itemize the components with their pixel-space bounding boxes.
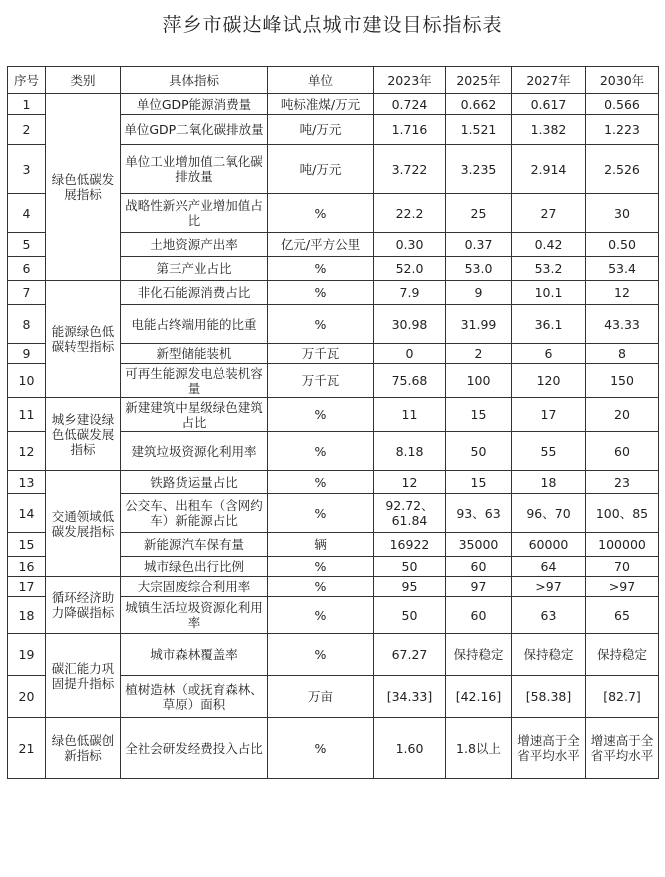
header-cell: 2030年 bbox=[586, 67, 659, 94]
indicator-cell: 新型储能装机 bbox=[121, 344, 268, 364]
row-number: 7 bbox=[8, 281, 46, 305]
value-2025: 15 bbox=[446, 471, 512, 494]
row-number: 17 bbox=[8, 577, 46, 597]
value-2025: 97 bbox=[446, 577, 512, 597]
table-row bbox=[8, 281, 659, 305]
category-cell: 绿色低碳发展指标 bbox=[46, 94, 121, 281]
unit-cell: % bbox=[268, 597, 374, 634]
row-number: 11 bbox=[8, 398, 46, 432]
unit-cell: % bbox=[268, 557, 374, 577]
value-2030: 100000 bbox=[586, 533, 659, 557]
value-2023: 50 bbox=[374, 557, 446, 577]
value-2023: 11 bbox=[374, 398, 446, 432]
value-2025: 0.37 bbox=[446, 233, 512, 257]
indicator-cell: 新能源汽车保有量 bbox=[121, 533, 268, 557]
value-2025: 15 bbox=[446, 398, 512, 432]
indicator-cell: 城市绿色出行比例 bbox=[121, 557, 268, 577]
header-cell: 单位 bbox=[268, 67, 374, 94]
value-2027: 增速高于全省平均水平 bbox=[512, 718, 586, 779]
value-2025: [42.16] bbox=[446, 676, 512, 718]
table-row bbox=[8, 634, 659, 676]
value-2023: 16922 bbox=[374, 533, 446, 557]
value-2030: 100、85 bbox=[586, 494, 659, 533]
value-2025: 93、63 bbox=[446, 494, 512, 533]
value-2025: 0.662 bbox=[446, 94, 512, 115]
value-2027: 1.382 bbox=[512, 115, 586, 145]
value-2023: 52.0 bbox=[374, 257, 446, 281]
indicator-cell: 第三产业占比 bbox=[121, 257, 268, 281]
value-2027: 55 bbox=[512, 432, 586, 471]
value-2027: 96、70 bbox=[512, 494, 586, 533]
value-2025: 9 bbox=[446, 281, 512, 305]
value-2030: 增速高于全省平均水平 bbox=[586, 718, 659, 779]
unit-cell: 吨/万元 bbox=[268, 145, 374, 194]
value-2027: 2.914 bbox=[512, 145, 586, 194]
category-cell: 能源绿色低碳转型指标 bbox=[46, 281, 121, 398]
value-2030: 70 bbox=[586, 557, 659, 577]
value-2025: 3.235 bbox=[446, 145, 512, 194]
value-2030: 0.566 bbox=[586, 94, 659, 115]
unit-cell: % bbox=[268, 471, 374, 494]
value-2030: 保持稳定 bbox=[586, 634, 659, 676]
value-2023: [34.33] bbox=[374, 676, 446, 718]
unit-cell: 吨标准煤/万元 bbox=[268, 94, 374, 115]
row-number: 15 bbox=[8, 533, 46, 557]
row-number: 8 bbox=[8, 305, 46, 344]
value-2025: 50 bbox=[446, 432, 512, 471]
value-2025: 2 bbox=[446, 344, 512, 364]
value-2023: 30.98 bbox=[374, 305, 446, 344]
row-number: 2 bbox=[8, 115, 46, 145]
value-2025: 31.99 bbox=[446, 305, 512, 344]
value-2023: 67.27 bbox=[374, 634, 446, 676]
value-2027: 36.1 bbox=[512, 305, 586, 344]
unit-cell: 亿元/平方公里 bbox=[268, 233, 374, 257]
indicator-cell: 城市森林覆盖率 bbox=[121, 634, 268, 676]
indicator-cell: 单位GDP能源消费量 bbox=[121, 94, 268, 115]
unit-cell: % bbox=[268, 634, 374, 676]
value-2027: 保持稳定 bbox=[512, 634, 586, 676]
unit-cell: % bbox=[268, 577, 374, 597]
header-cell: 2027年 bbox=[512, 67, 586, 94]
value-2025: 保持稳定 bbox=[446, 634, 512, 676]
unit-cell: % bbox=[268, 494, 374, 533]
indicator-table bbox=[7, 66, 659, 779]
row-number: 21 bbox=[8, 718, 46, 779]
value-2030: 23 bbox=[586, 471, 659, 494]
table-row bbox=[8, 577, 659, 597]
indicator-cell: 电能占终端用能的比重 bbox=[121, 305, 268, 344]
value-2023: 1.716 bbox=[374, 115, 446, 145]
value-2030: 1.223 bbox=[586, 115, 659, 145]
value-2027: 0.42 bbox=[512, 233, 586, 257]
unit-cell: 万千瓦 bbox=[268, 344, 374, 364]
value-2027: >97 bbox=[512, 577, 586, 597]
value-2023: 3.722 bbox=[374, 145, 446, 194]
category-cell: 交通领域低碳发展指标 bbox=[46, 471, 121, 577]
value-2025: 35000 bbox=[446, 533, 512, 557]
header-row bbox=[8, 67, 659, 94]
value-2023: 50 bbox=[374, 597, 446, 634]
category-cell: 城乡建设绿色低碳发展指标 bbox=[46, 398, 121, 471]
value-2027: 63 bbox=[512, 597, 586, 634]
indicator-cell: 单位GDP二氧化碳排放量 bbox=[121, 115, 268, 145]
indicator-cell: 非化石能源消费占比 bbox=[121, 281, 268, 305]
value-2027: 64 bbox=[512, 557, 586, 577]
indicator-cell: 单位工业增加值二氧化碳排放量 bbox=[121, 145, 268, 194]
value-2030: 53.4 bbox=[586, 257, 659, 281]
page-title: 萍乡市碳达峰试点城市建设目标指标表 bbox=[162, 14, 503, 36]
header-cell: 2025年 bbox=[446, 67, 512, 94]
value-2023: 22.2 bbox=[374, 194, 446, 233]
indicator-cell: 新建建筑中星级绿色建筑占比 bbox=[121, 398, 268, 432]
indicator-cell: 全社会研发经费投入占比 bbox=[121, 718, 268, 779]
unit-cell: % bbox=[268, 305, 374, 344]
row-number: 5 bbox=[8, 233, 46, 257]
value-2027: 17 bbox=[512, 398, 586, 432]
value-2027: 0.617 bbox=[512, 94, 586, 115]
indicator-cell: 公交车、出租车（含网约车）新能源占比 bbox=[121, 494, 268, 533]
row-number: 16 bbox=[8, 557, 46, 577]
value-2030: 12 bbox=[586, 281, 659, 305]
unit-cell: % bbox=[268, 257, 374, 281]
indicator-cell: 植树造林（或抚育森林、草原）面积 bbox=[121, 676, 268, 718]
unit-cell: 辆 bbox=[268, 533, 374, 557]
category-cell: 循环经济助力降碳指标 bbox=[46, 577, 121, 634]
value-2030: >97 bbox=[586, 577, 659, 597]
unit-cell: % bbox=[268, 718, 374, 779]
unit-cell: 吨/万元 bbox=[268, 115, 374, 145]
value-2023: 0.30 bbox=[374, 233, 446, 257]
value-2025: 60 bbox=[446, 597, 512, 634]
value-2030: 65 bbox=[586, 597, 659, 634]
value-2023: 12 bbox=[374, 471, 446, 494]
row-number: 13 bbox=[8, 471, 46, 494]
row-number: 20 bbox=[8, 676, 46, 718]
header-cell: 类别 bbox=[46, 67, 121, 94]
value-2025: 60 bbox=[446, 557, 512, 577]
value-2025: 100 bbox=[446, 364, 512, 398]
value-2025: 25 bbox=[446, 194, 512, 233]
indicator-cell: 建筑垃圾资源化利用率 bbox=[121, 432, 268, 471]
row-number: 12 bbox=[8, 432, 46, 471]
indicator-cell: 大宗固废综合利用率 bbox=[121, 577, 268, 597]
value-2027: 120 bbox=[512, 364, 586, 398]
value-2027: 53.2 bbox=[512, 257, 586, 281]
table-row bbox=[8, 718, 659, 779]
value-2030: 60 bbox=[586, 432, 659, 471]
unit-cell: 万亩 bbox=[268, 676, 374, 718]
row-number: 6 bbox=[8, 257, 46, 281]
value-2023: 92.72、61.84 bbox=[374, 494, 446, 533]
row-number: 14 bbox=[8, 494, 46, 533]
row-number: 4 bbox=[8, 194, 46, 233]
value-2023: 95 bbox=[374, 577, 446, 597]
unit-cell: % bbox=[268, 194, 374, 233]
value-2030: 150 bbox=[586, 364, 659, 398]
value-2030: 2.526 bbox=[586, 145, 659, 194]
value-2025: 1.521 bbox=[446, 115, 512, 145]
table-row bbox=[8, 94, 659, 115]
unit-cell: 万千瓦 bbox=[268, 364, 374, 398]
value-2025: 1.8以上 bbox=[446, 718, 512, 779]
value-2027: 6 bbox=[512, 344, 586, 364]
value-2025: 53.0 bbox=[446, 257, 512, 281]
value-2027: 10.1 bbox=[512, 281, 586, 305]
row-number: 9 bbox=[8, 344, 46, 364]
value-2030: [82.7] bbox=[586, 676, 659, 718]
unit-cell: % bbox=[268, 398, 374, 432]
row-number: 1 bbox=[8, 94, 46, 115]
indicator-cell: 可再生能源发电总装机容量 bbox=[121, 364, 268, 398]
value-2023: 75.68 bbox=[374, 364, 446, 398]
unit-cell: % bbox=[268, 432, 374, 471]
value-2023: 1.60 bbox=[374, 718, 446, 779]
value-2027: 27 bbox=[512, 194, 586, 233]
row-number: 10 bbox=[8, 364, 46, 398]
header-cell: 2023年 bbox=[374, 67, 446, 94]
indicator-cell: 战略性新兴产业增加值占比 bbox=[121, 194, 268, 233]
indicator-cell: 铁路货运量占比 bbox=[121, 471, 268, 494]
indicator-cell: 城镇生活垃圾资源化利用率 bbox=[121, 597, 268, 634]
value-2027: 18 bbox=[512, 471, 586, 494]
value-2023: 8.18 bbox=[374, 432, 446, 471]
unit-cell: % bbox=[268, 281, 374, 305]
indicator-cell: 土地资源产出率 bbox=[121, 233, 268, 257]
row-number: 3 bbox=[8, 145, 46, 194]
value-2027: [58.38] bbox=[512, 676, 586, 718]
row-number: 19 bbox=[8, 634, 46, 676]
row-number: 18 bbox=[8, 597, 46, 634]
table-row bbox=[8, 398, 659, 432]
value-2023: 7.9 bbox=[374, 281, 446, 305]
value-2030: 0.50 bbox=[586, 233, 659, 257]
value-2023: 0 bbox=[374, 344, 446, 364]
value-2030: 43.33 bbox=[586, 305, 659, 344]
value-2027: 60000 bbox=[512, 533, 586, 557]
header-cell: 序号 bbox=[8, 67, 46, 94]
value-2030: 30 bbox=[586, 194, 659, 233]
table-row bbox=[8, 471, 659, 494]
category-cell: 绿色低碳创新指标 bbox=[46, 718, 121, 779]
value-2030: 8 bbox=[586, 344, 659, 364]
category-cell: 碳汇能力巩固提升指标 bbox=[46, 634, 121, 718]
header-cell: 具体指标 bbox=[121, 67, 268, 94]
value-2030: 20 bbox=[586, 398, 659, 432]
value-2023: 0.724 bbox=[374, 94, 446, 115]
